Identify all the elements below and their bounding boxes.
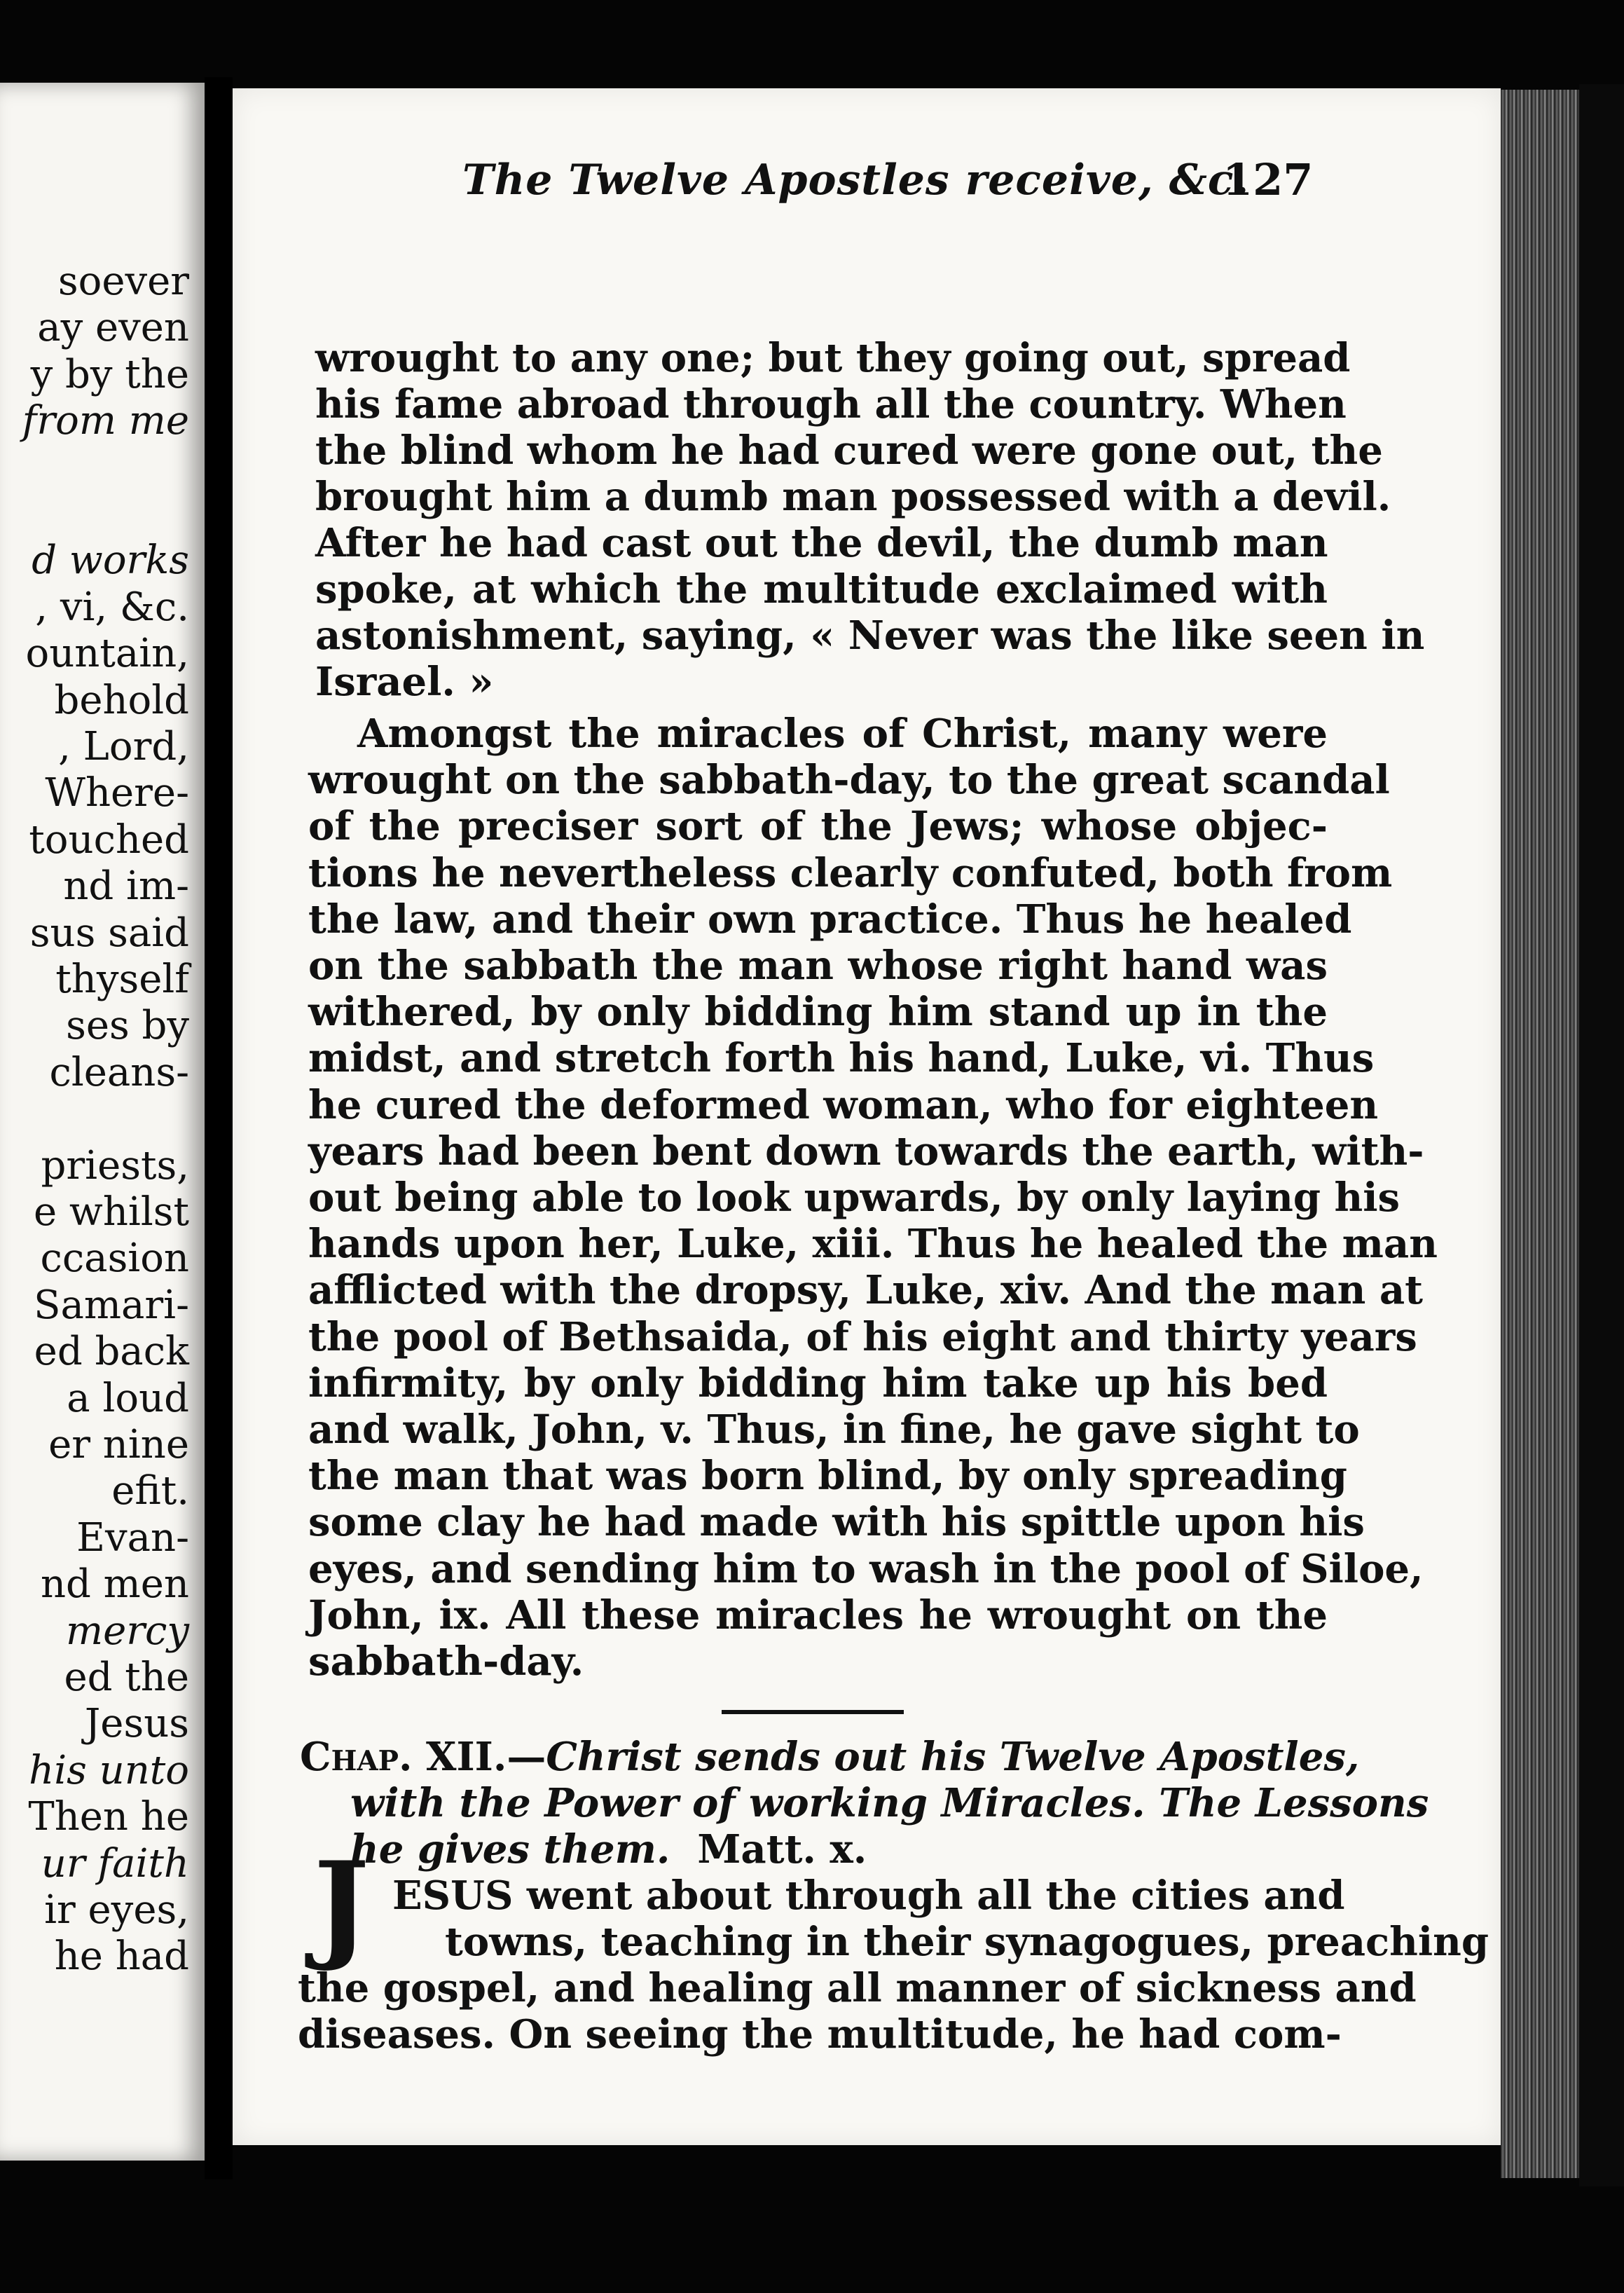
left-page-line: , Lord, bbox=[58, 724, 189, 769]
chapter-heading-line-3 bbox=[350, 1826, 867, 1873]
left-page-line: touched bbox=[29, 816, 189, 863]
running-head: The Twelve Apostles receive, &c. bbox=[462, 156, 1250, 205]
left-page-line: d works bbox=[32, 538, 189, 584]
paragraph-1-line: astonishment, saying, « Never was the like seen in bbox=[315, 612, 1425, 659]
left-page-line: ed back bbox=[34, 1329, 189, 1375]
book-gutter bbox=[205, 77, 233, 2179]
paragraph-2-line: some clay he had made with his spittle upon his bbox=[308, 1499, 1365, 1545]
paragraph-1-line: Israel. » bbox=[315, 659, 494, 705]
left-page-line: from me bbox=[22, 398, 189, 444]
left-page-line: a loud bbox=[67, 1375, 189, 1421]
left-page-line: he had bbox=[54, 1933, 189, 1980]
left-page-line: Where- bbox=[45, 770, 189, 816]
drop-cap: J bbox=[313, 1835, 370, 1974]
chapter-title-line-1: Christ sends out his Twelve Apostles, bbox=[546, 1734, 1360, 1780]
paragraph-1-line: the blind whom he had cured were gone out, the bbox=[315, 427, 1383, 474]
page-edge bbox=[1501, 90, 1579, 2178]
paragraph-2-line: years had been bent down towards the earth, with- bbox=[308, 1128, 1424, 1175]
section-rule bbox=[722, 1710, 904, 1714]
left-page-line: mercy bbox=[65, 1608, 189, 1654]
left-page-line: ountain, bbox=[25, 631, 189, 677]
paragraph-2-line: afflicted with the dropsy, Luke, xiv. And the man at bbox=[308, 1267, 1423, 1313]
left-page-line: efit. bbox=[111, 1468, 189, 1514]
left-page-line: y by the bbox=[30, 351, 189, 397]
left-page-line: Jesus bbox=[84, 1701, 189, 1747]
chapter-heading-line-2 bbox=[350, 1780, 1429, 1826]
paragraph-3-line-1 bbox=[392, 1873, 1345, 1919]
paragraph-2-line: of the preciser sort of the Jews; whose objec- bbox=[308, 803, 1328, 849]
left-page-line: thyself bbox=[55, 957, 189, 1002]
paragraph-1-line: his fame abroad through all the country. When bbox=[315, 381, 1347, 427]
chapter-heading-line-1 bbox=[300, 1734, 1359, 1780]
left-page-line: ccasion bbox=[40, 1236, 189, 1282]
left-page-line: soever bbox=[57, 259, 189, 304]
left-page-line: cleans- bbox=[49, 1049, 189, 1095]
chapter-title-line-3: he gives them. bbox=[350, 1826, 670, 1873]
left-page-line: , vi, &c. bbox=[35, 584, 189, 630]
paragraph-2-line: infirmity, by only bidding him take up his bed bbox=[308, 1360, 1328, 1406]
paragraph-2-line: on the sabbath the man whose right hand was bbox=[308, 943, 1328, 989]
left-page-line: e whilst bbox=[33, 1189, 189, 1235]
left-page-line: sus said bbox=[29, 910, 189, 956]
left-page-line: ay even bbox=[37, 305, 189, 351]
page-number: 127 bbox=[1223, 154, 1314, 205]
paragraph-2-line: midst, and stretch forth his hand, Luke, vi. Thus bbox=[308, 1035, 1375, 1081]
left-facing-page bbox=[0, 83, 205, 2161]
paragraph-2-line: and walk, John, v. Thus, in fine, he gave sight to bbox=[308, 1406, 1360, 1453]
left-page-line: ed the bbox=[64, 1655, 189, 1700]
paragraph-1-line: brought him a dumb man possessed with a devil. bbox=[315, 474, 1391, 520]
paragraph-2-line: tions he nevertheless clearly confuted, both from bbox=[308, 850, 1393, 896]
left-page-line: ses by bbox=[66, 1003, 189, 1049]
paragraph-2-line: sabbath-day. bbox=[308, 1638, 584, 1685]
paragraph-1-line: After he had cast out the devil, the dumb man bbox=[315, 520, 1328, 566]
paragraph-2-line: Amongst the miracles of Christ, many were bbox=[357, 711, 1328, 757]
first-word: ESUS bbox=[392, 1873, 514, 1919]
paragraph-2-line: hands upon her, Luke, xiii. Thus he healed the man bbox=[308, 1221, 1438, 1267]
left-page-line: Evan- bbox=[76, 1514, 189, 1561]
paragraph-2-line: withered, by only bidding him stand up in the bbox=[308, 989, 1328, 1035]
left-page-line: er nine bbox=[48, 1422, 189, 1467]
paragraph-3-line-4: diseases. On seeing the multitude, he had com- bbox=[298, 2011, 1342, 2058]
left-page-line: ir eyes, bbox=[44, 1887, 189, 1933]
paragraph-2-line: the pool of Bethsaida, of his eight and thirty years bbox=[308, 1314, 1417, 1360]
paragraph-2-line: the man that was born blind, by only spreading bbox=[308, 1453, 1347, 1499]
left-page-line: nd men bbox=[40, 1561, 189, 1608]
left-page-line: Then he bbox=[28, 1794, 189, 1840]
paragraph-2-line: out being able to look upwards, by only laying his bbox=[308, 1175, 1401, 1221]
left-page-line: priests, bbox=[41, 1142, 189, 1189]
paragraph-2-line: he cured the deformed woman, who for eighteen bbox=[308, 1082, 1379, 1128]
left-page-line: behold bbox=[54, 677, 189, 723]
chapter-scripture-ref: Matt. x. bbox=[697, 1826, 867, 1873]
left-page-line: nd im- bbox=[63, 863, 189, 910]
paragraph-2-line: John, ix. All these miracles he wrought on the bbox=[308, 1592, 1328, 1638]
chapter-title-line-2: with the Power of working Miracles. The Lessons bbox=[350, 1780, 1429, 1826]
paragraph-1-line: spoke, at which the multitude exclaimed with bbox=[315, 566, 1328, 612]
left-page-line: ur faith bbox=[41, 1840, 189, 1887]
paragraph-1-line: wrought to any one; but they going out, spread bbox=[315, 335, 1351, 381]
paragraph-2-line: the law, and their own practice. Thus he healed bbox=[308, 896, 1352, 943]
paragraph-3-line-3: the gospel, and healing all manner of sickness and bbox=[298, 1965, 1417, 2011]
paragraph-2-line: wrought on the sabbath-day, to the great scandal bbox=[308, 757, 1390, 803]
paragraph-2-line: eyes, and sending him to wash in the pool of Siloe, bbox=[308, 1546, 1424, 1592]
page-edge-shadow bbox=[1579, 84, 1624, 2186]
paragraph-3-line-1-text: went about through all the cities and bbox=[526, 1873, 1345, 1919]
chapter-label: Chap. XII.— bbox=[300, 1734, 546, 1780]
left-page-line: his unto bbox=[29, 1747, 189, 1793]
left-page-line: Samari- bbox=[34, 1282, 189, 1328]
paragraph-3-line-2: towns, teaching in their synagogues, preaching bbox=[445, 1919, 1489, 1965]
